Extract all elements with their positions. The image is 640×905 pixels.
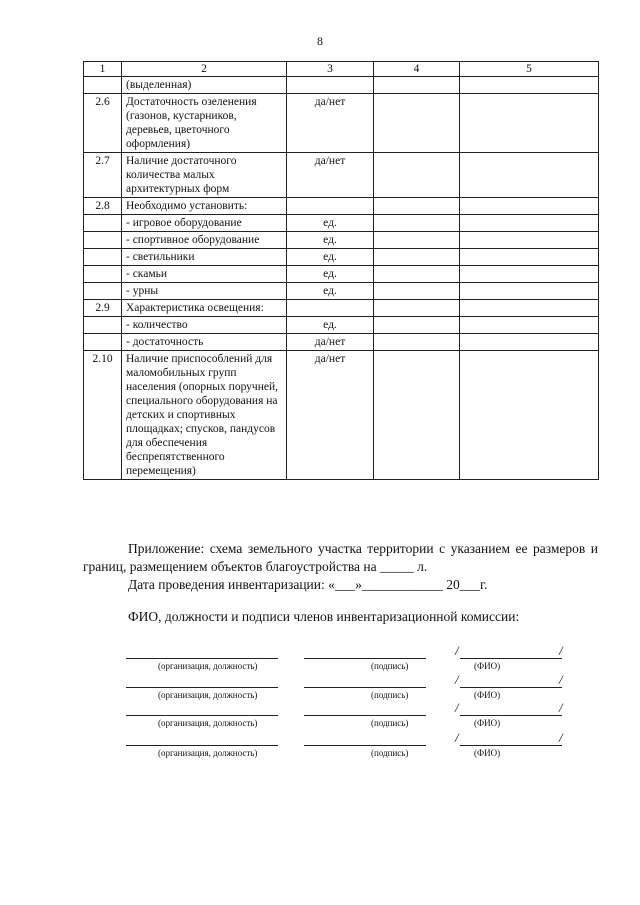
empty-cell [460, 215, 599, 232]
row-number [84, 317, 122, 334]
row-number [84, 77, 122, 94]
empty-cell [460, 153, 599, 198]
row-name: Характеристика освещения: [122, 300, 287, 317]
table-row [84, 249, 599, 266]
row-unit [287, 77, 374, 94]
appendix-text: Приложение: схема земельного участка территории с указанием ее размеров и границ, размещением объектов благоустройства на _____ л. [83, 541, 598, 574]
table-row [84, 317, 599, 334]
row-name: Наличие приспособлений для маломобильных групп населения (опорных поручней, специального оборудования на детских и спортивных площадках; спусков, пандусов для обеспечения беспрепятственного перемещения) [122, 351, 287, 480]
row-name: - спортивное оборудование [122, 232, 287, 249]
row-unit [287, 198, 374, 215]
empty-cell [374, 317, 460, 334]
empty-cell [374, 77, 460, 94]
table-row [84, 198, 599, 215]
empty-cell [460, 266, 599, 283]
fio-line [460, 687, 562, 688]
fio-slash: / [559, 730, 563, 745]
fio-slash: / [455, 672, 459, 687]
table-header-row [84, 62, 599, 77]
row-number [84, 283, 122, 300]
table-row [84, 300, 599, 317]
signature-row [0, 643, 640, 678]
header-cell: 2 [122, 62, 287, 77]
row-number [84, 215, 122, 232]
row-unit: да/нет [287, 334, 374, 351]
empty-cell [460, 249, 599, 266]
fio-line [460, 745, 562, 746]
row-number: 2.7 [84, 153, 122, 198]
org-line [126, 687, 278, 688]
empty-cell [460, 283, 599, 300]
table-row [84, 94, 599, 153]
row-number [84, 232, 122, 249]
header-cell: 4 [374, 62, 460, 77]
table-row [84, 351, 599, 480]
table-row [84, 215, 599, 232]
fio-slash: / [559, 672, 563, 687]
empty-cell [460, 94, 599, 153]
fio-caption: (ФИО) [474, 748, 501, 758]
row-name: Необходимо установить: [122, 198, 287, 215]
empty-cell [374, 351, 460, 480]
signature-row [0, 672, 640, 707]
row-unit: ед. [287, 232, 374, 249]
row-unit: ед. [287, 283, 374, 300]
table-row [84, 266, 599, 283]
table-row [84, 77, 599, 94]
org-line [126, 745, 278, 746]
signature-row [0, 700, 640, 735]
empty-cell [374, 198, 460, 215]
table-row [84, 334, 599, 351]
row-name: (выделенная) [122, 77, 287, 94]
fio-caption: (ФИО) [474, 661, 501, 671]
row-name: Достаточность озеленения (газонов, кустарников, деревьев, цветочного оформления) [122, 94, 287, 153]
sign-caption: (подпись) [371, 690, 409, 700]
header-cell: 1 [84, 62, 122, 77]
row-unit: ед. [287, 266, 374, 283]
fio-slash: / [455, 730, 459, 745]
empty-cell [460, 77, 599, 94]
fio-slash: / [559, 700, 563, 715]
row-number: 2.9 [84, 300, 122, 317]
row-name: - скамьи [122, 266, 287, 283]
fio-caption: (ФИО) [474, 718, 501, 728]
sign-line [304, 658, 426, 659]
empty-cell [460, 334, 599, 351]
empty-cell [460, 351, 599, 480]
fio-line [460, 715, 562, 716]
empty-cell [374, 300, 460, 317]
row-unit: ед. [287, 317, 374, 334]
row-number [84, 266, 122, 283]
row-number: 2.10 [84, 351, 122, 480]
empty-cell [374, 266, 460, 283]
row-name: Наличие достаточного количества малых архитектурных форм [122, 153, 287, 198]
fio-slash: / [455, 700, 459, 715]
row-name: - светильники [122, 249, 287, 266]
row-name: - количество [122, 317, 287, 334]
sign-caption: (подпись) [371, 718, 409, 728]
row-number: 2.8 [84, 198, 122, 215]
header-cell: 3 [287, 62, 374, 77]
empty-cell [374, 283, 460, 300]
row-number: 2.6 [84, 94, 122, 153]
row-name: - игровое оборудование [122, 215, 287, 232]
row-number [84, 334, 122, 351]
row-unit: да/нет [287, 94, 374, 153]
org-caption: (организация, должность) [158, 718, 258, 728]
table-row [84, 232, 599, 249]
empty-cell [374, 215, 460, 232]
empty-cell [460, 300, 599, 317]
commission-heading: ФИО, должности и подписи членов инвентаризационной комиссии: [128, 609, 520, 624]
empty-cell [374, 334, 460, 351]
sign-line [304, 745, 426, 746]
empty-cell [374, 249, 460, 266]
org-line [126, 715, 278, 716]
table-row [84, 153, 599, 198]
row-name: - достаточность [122, 334, 287, 351]
row-unit: да/нет [287, 153, 374, 198]
empty-cell [374, 153, 460, 198]
empty-cell [460, 317, 599, 334]
org-caption: (организация, должность) [158, 661, 258, 671]
signature-row [0, 730, 640, 765]
empty-cell [460, 198, 599, 215]
sign-line [304, 687, 426, 688]
sign-line [304, 715, 426, 716]
empty-cell [374, 232, 460, 249]
row-unit [287, 300, 374, 317]
org-line [126, 658, 278, 659]
empty-cell [374, 94, 460, 153]
inventory-table [83, 61, 599, 480]
row-name: - урны [122, 283, 287, 300]
header-cell: 5 [460, 62, 599, 77]
empty-cell [460, 232, 599, 249]
inventory-date: Дата проведения инвентаризации: «___»____________ 20___г. [128, 577, 488, 592]
org-caption: (организация, должность) [158, 690, 258, 700]
table-row [84, 283, 599, 300]
row-unit: да/нет [287, 351, 374, 480]
page-number: 8 [317, 34, 323, 48]
fio-slash: / [559, 643, 563, 658]
fio-line [460, 658, 562, 659]
row-unit: ед. [287, 215, 374, 232]
org-caption: (организация, должность) [158, 748, 258, 758]
row-unit: ед. [287, 249, 374, 266]
fio-caption: (ФИО) [474, 690, 501, 700]
row-number [84, 249, 122, 266]
sign-caption: (подпись) [371, 748, 409, 758]
sign-caption: (подпись) [371, 661, 409, 671]
fio-slash: / [455, 643, 459, 658]
